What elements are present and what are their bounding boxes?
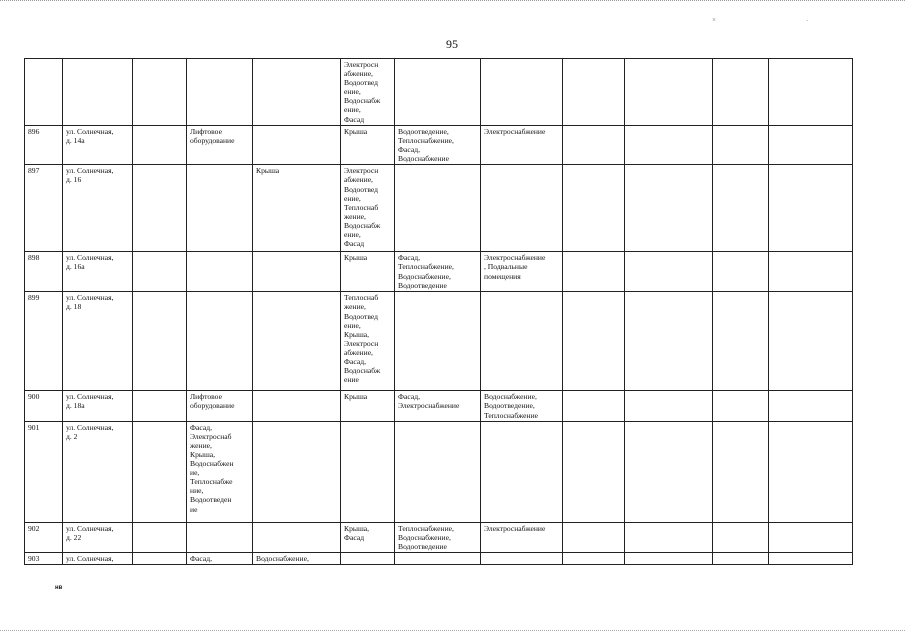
cell-col7	[395, 59, 481, 126]
cell-col5	[253, 391, 341, 421]
cell-col10	[625, 421, 713, 522]
cell-row-number: 901	[25, 421, 63, 522]
cell-col12	[769, 522, 853, 552]
cell-col4: Фасад, Электроснаб жение, Крыша, Водоснабжен ие, Теплоснабже ние, Водоотведен ие	[187, 421, 253, 522]
cell-col11	[713, 252, 769, 292]
cell-row-number: 903	[25, 552, 63, 564]
cell-col4	[187, 165, 253, 252]
cell-col7: Фасад, Теплоснабжение, Водоснабжение, Водоотведение	[395, 252, 481, 292]
cell-col3	[133, 292, 187, 391]
cell-col8	[481, 552, 563, 564]
cell-col7: Теплоснабжение, Водоснабжение, Водоотведение	[395, 522, 481, 552]
cell-col7	[395, 292, 481, 391]
cell-row-number: 898	[25, 252, 63, 292]
cell-col9	[563, 522, 625, 552]
cell-address: ул. Солнечная, д. 14а	[63, 126, 133, 165]
cell-col11	[713, 165, 769, 252]
cell-col11	[713, 552, 769, 564]
cell-col11	[713, 292, 769, 391]
cell-col10	[625, 252, 713, 292]
footer-mark: нв	[55, 585, 63, 591]
cell-col8	[481, 165, 563, 252]
cell-col4: Фасад,	[187, 552, 253, 564]
table-row	[25, 522, 853, 552]
cell-col8	[481, 59, 563, 126]
scan-edge-bottom	[0, 630, 905, 634]
cell-col9	[563, 252, 625, 292]
cell-col6: Крыша	[341, 391, 395, 421]
cell-row-number: 900	[25, 391, 63, 421]
cell-col5	[253, 126, 341, 165]
cell-col10	[625, 126, 713, 165]
cell-row-number: 899	[25, 292, 63, 391]
cell-col5	[253, 292, 341, 391]
cell-col6: Теплоснаб жение, Водоотвед ение, Крыша, Электросн абжение, Фасад, Водоснабж ение	[341, 292, 395, 391]
cell-col11	[713, 421, 769, 522]
cell-col6: Электросн абжение, Водоотвед ение, Водоснабж ение, Фасад	[341, 59, 395, 126]
cell-col3	[133, 252, 187, 292]
scan-speck: ×	[712, 16, 716, 24]
cell-col3	[133, 391, 187, 421]
cell-col7	[395, 165, 481, 252]
cell-col3	[133, 552, 187, 564]
register-table	[24, 58, 853, 565]
cell-address: ул. Солнечная, д. 18	[63, 292, 133, 391]
cell-col12	[769, 292, 853, 391]
cell-col5	[253, 421, 341, 522]
cell-col3	[133, 59, 187, 126]
scan-speck: ·	[806, 17, 809, 25]
cell-col10	[625, 522, 713, 552]
cell-col9	[563, 421, 625, 522]
cell-col12	[769, 391, 853, 421]
cell-col5: Водоснабжение,	[253, 552, 341, 564]
cell-col3	[133, 421, 187, 522]
table-row	[25, 165, 853, 252]
cell-col12	[769, 59, 853, 126]
cell-col3	[133, 165, 187, 252]
cell-col4	[187, 59, 253, 126]
table-row	[25, 252, 853, 292]
table-row	[25, 59, 853, 126]
cell-col6: Крыша	[341, 126, 395, 165]
cell-address: ул. Солнечная, д. 2	[63, 421, 133, 522]
cell-row-number	[25, 59, 63, 126]
cell-col10	[625, 391, 713, 421]
cell-col7: Водоотведение, Теплоснабжение, Фасад, Водоснабжение	[395, 126, 481, 165]
cell-col7	[395, 552, 481, 564]
table-row	[25, 391, 853, 421]
page-number: 95	[446, 37, 458, 51]
cell-col6: Крыша	[341, 252, 395, 292]
cell-col6	[341, 421, 395, 522]
cell-col7	[395, 421, 481, 522]
cell-col9	[563, 165, 625, 252]
cell-col11	[713, 522, 769, 552]
cell-col6: Крыша, Фасад	[341, 522, 395, 552]
cell-col3	[133, 522, 187, 552]
cell-col7: Фасад, Электроснабжение	[395, 391, 481, 421]
table-row	[25, 292, 853, 391]
cell-col5: Крыша	[253, 165, 341, 252]
cell-col11	[713, 391, 769, 421]
cell-address	[63, 59, 133, 126]
cell-col4: Лифтовое оборудование	[187, 391, 253, 421]
cell-address: ул. Солнечная, д. 16а	[63, 252, 133, 292]
cell-col5	[253, 522, 341, 552]
cell-col5	[253, 59, 341, 126]
cell-col4	[187, 252, 253, 292]
cell-col10	[625, 292, 713, 391]
cell-col4	[187, 522, 253, 552]
cell-col9	[563, 292, 625, 391]
cell-col6: Электросн абжение, Водоотвед ение, Теплоснаб жение, Водоснабж ение, Фасад	[341, 165, 395, 252]
cell-col9	[563, 391, 625, 421]
cell-address: ул. Солнечная, д. 18а	[63, 391, 133, 421]
cell-address: ул. Солнечная, д. 16	[63, 165, 133, 252]
cell-col12	[769, 252, 853, 292]
cell-col11	[713, 59, 769, 126]
cell-address: ул. Солнечная,	[63, 552, 133, 564]
cell-col9	[563, 59, 625, 126]
cell-col10	[625, 552, 713, 564]
cell-col12	[769, 552, 853, 564]
cell-row-number: 897	[25, 165, 63, 252]
cell-col4	[187, 292, 253, 391]
cell-row-number: 902	[25, 522, 63, 552]
table-row	[25, 552, 853, 564]
cell-col10	[625, 165, 713, 252]
cell-col8	[481, 292, 563, 391]
cell-col10	[625, 59, 713, 126]
cell-col5	[253, 252, 341, 292]
cell-col4: Лифтовое оборудование	[187, 126, 253, 165]
cell-col8: Электроснабжение , Подвальные помещения	[481, 252, 563, 292]
cell-col11	[713, 126, 769, 165]
cell-col6	[341, 552, 395, 564]
cell-col8	[481, 421, 563, 522]
cell-col12	[769, 126, 853, 165]
cell-col8: Электроснабжение	[481, 522, 563, 552]
cell-address: ул. Солнечная, д. 22	[63, 522, 133, 552]
cell-col12	[769, 421, 853, 522]
cell-col9	[563, 552, 625, 564]
cell-col8: Электроснабжение	[481, 126, 563, 165]
cell-col9	[563, 126, 625, 165]
table-row	[25, 421, 853, 522]
table-row	[25, 126, 853, 165]
cell-col8: Водоснабжение, Водоотведение, Теплоснабжение	[481, 391, 563, 421]
scan-edge-top	[0, 0, 905, 5]
cell-row-number: 896	[25, 126, 63, 165]
cell-col3	[133, 126, 187, 165]
cell-col12	[769, 165, 853, 252]
